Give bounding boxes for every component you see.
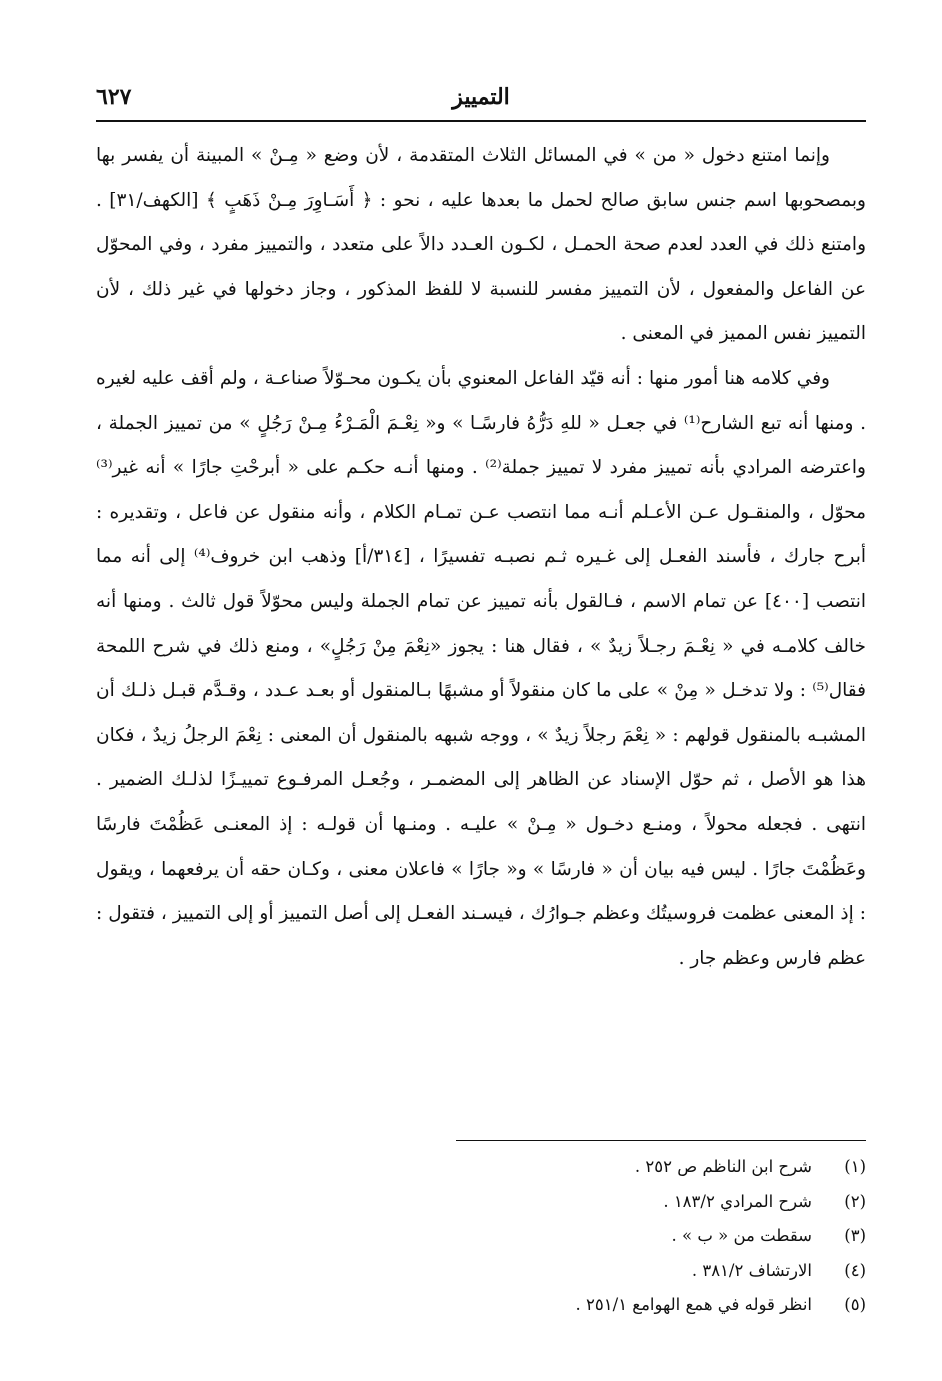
footnote-text: شرح المرادي ١٨٣/٢ . [663,1191,812,1211]
main-text [96,134,866,981]
paragraph: وفي كلامه هنا أمور منها : أنه قيّد الفاعل المعنوي بأن يكـون محـوّلاً صناعـة ، ولم أقف عليه لغيره . ومنها أنه تبع الشارح⁽¹⁾ في جعـل « للهِ دَرُّهُ فارسًـا » و« نِعْـمَ الْمَـرْءُ مِـنْ رَجُلٍ » من تمييز الجملة ، واعترضه المرادي بأنه تمييز مفرد لا تمييز جملة⁽²⁾ . ومنها أنـه حكـم على « أبرحْتِ جارًا » أنه غير⁽³⁾ محوّل ، والمنقـول عـن الأعـلم أنـه مما انتصب عـن تمـام الكلام ، وأنه منقول عن فاعل ، وتقديره : أبرح جارك ، فأسند الفعـل إلى غـيره ثـم نصبـه تفسيرًا ، [٣١٤/أ] وذهب ابن خروف⁽⁴⁾ إلى أنه مما انتصب [٤٠٠] عن تمام الاسم ، فـالقول بأنه تمييز عن تمام الجملة وليس محوّلاً قول ثالث . ومنها أنه خالف كلامـه في « نِعْـمَ رجـلاً زيدٌ » ، فقال هنا : يجوز «نِعْمَ مِنْ رَجُلٍ» ، ومنع ذلك في شرح اللمحة فقال⁽⁵⁾ : ولا تدخـل « مِنْ » على ما كان منقولاً أو مشبهًا بـالمنقول أو بعـد عـدد ، وقـدَّم قبـل ذلـك أن المشبـه بالمنقول قولهم : « نِعْمَ رجلاً زيدٌ » ، ووجه شبهه بالمنقول أن المعنى : نِعْمَ الرجلُ زيدٌ ، فكان هذا هو الأصل ، ثم حوّل الإسناد عن الظاهر إلى المضمـر ، وجُعـل المرفـوع تمييـزًا لذلـك الضمير . انتهى . فجعله محولاً ، ومنـع دخـول « مِـنْ » عليـه . ومنـها أن قولـه : إذ المعنـى عَظُمْتَ فارسًا وعَظُمْتَ جارًا . ليس فيه بيان أن « فارسًا » و« جارًا » فاعلان معنى ، وكـان حقه أن يرفعهما ، ويقول : إذ المعنى عظمت فروسيتُك وعظم جـوارُك ، فيسـند الفعـل إلى أصل التمييز أو إلى التمييز ، فتقول : عظم فارس وعظم جار . [96,367,866,969]
footnote-number: (٣) [844,1226,866,1245]
page-header [96,84,866,118]
footnote [96,1219,866,1254]
header-divider [96,120,866,122]
footnote-number: (٤) [844,1260,866,1280]
footnote [96,1254,866,1289]
footnote-divider [456,1140,866,1141]
footnote-number: (١) [844,1157,866,1176]
paragraph: وإنما امتنع دخول « من » في المسائل الثلاث المتقدمة ، لأن وضع « مِـنْ » المبينة أن يفسر بها وبمصحوبها اسم جنس سابق صالح لحمل ما بعدها عليه ، نحو : ﴿ أَسَـاوِرَ مِـنْ ذَهَبٍ ﴾ [الكهف/٣١] . وامتنع ذلك في العدد لعدم صحة الحمـل ، لكـون العـدد دالاً على متعدد ، والتمييز مفرد ، وفي المحوّل عن الفاعل والمفعول ، لأن التمييز مفسر للنسبة لا للفظ المذكور ، وجاز دخولها في غير ذلك ، لأن التمييز نفس المميز في المعنى . [96,145,866,345]
footnote-text: انظر قوله في همع الهوامع ٢٥١/١ . [575,1295,812,1314]
running-title: التمييز [452,84,510,110]
footnote-number: (٢) [844,1191,866,1211]
footnotes [96,1150,866,1323]
footnote-number: (٥) [844,1295,866,1314]
footnote [96,1150,866,1185]
footnote-text: شرح ابن الناظم ص ٢٥٢ . [634,1157,812,1176]
footnote [96,1185,866,1220]
footnote [96,1288,866,1323]
page-number: ٦٢٧ [96,84,132,110]
footnote-text: سقطت من « ب » . [671,1226,812,1245]
footnote-text: الارتشاف ٣٨١/٢ . [691,1260,812,1280]
